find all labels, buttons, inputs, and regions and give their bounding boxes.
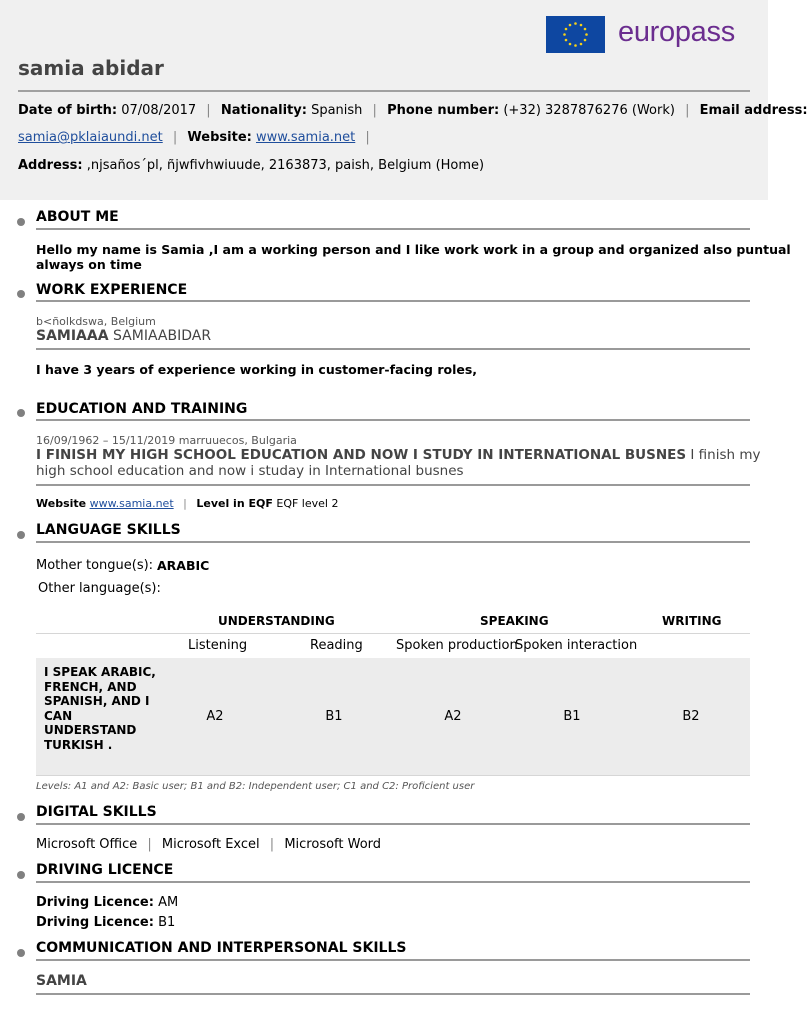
separator: | [147, 837, 152, 852]
candidate-name: samia abidar [18, 56, 164, 80]
separator: | [269, 837, 275, 852]
communication-text: SAMIA [36, 973, 87, 989]
sub-reading: Reading [310, 638, 363, 653]
section-divider [36, 300, 750, 302]
driving-licence-1 [36, 895, 178, 910]
education-heading-line-2: high school education and now i studay in International busnes [36, 463, 464, 479]
section-title-language: LANGUAGE SKILLS [36, 522, 181, 538]
driving-value: B1 [158, 915, 176, 930]
eqf-label: Level in EQF [196, 497, 273, 510]
table-divider [36, 775, 750, 776]
driving-label: Driving Licence: [36, 915, 154, 930]
email-link[interactable]: samia@pklaiaundi.net [18, 130, 163, 145]
education-heading [36, 447, 761, 463]
bullet-icon [17, 290, 25, 298]
header-writing: WRITING [662, 614, 722, 628]
personal-info-line-2 [18, 130, 376, 145]
cell-spoken-interaction: B1 [563, 709, 581, 724]
education-heading-bold: I FINISH MY HIGH SCHOOL EDUCATION AND NOW I STUDY IN INTERNATIONAL BUSNES [36, 447, 687, 463]
website-label: Website: [187, 130, 252, 145]
cell-reading: B1 [325, 709, 343, 724]
eu-flag-logo [546, 16, 605, 53]
other-languages-label: Other language(s): [38, 581, 161, 596]
address-label: Address: [18, 158, 83, 173]
driving-label: Driving Licence: [36, 895, 154, 910]
digital-skill-item: Microsoft Word [284, 837, 382, 852]
work-employer [36, 328, 211, 344]
table-divider [36, 633, 750, 634]
work-description: I have 3 years of experience working in customer-facing roles, [36, 362, 478, 377]
section-title-education: EDUCATION AND TRAINING [36, 401, 248, 417]
education-website-label: Website [36, 497, 87, 510]
sub-listening: Listening [188, 638, 248, 653]
levels-note: Levels: A1 and A2: Basic user; B1 and B2: Independent user; C1 and C2: Proficient user [36, 781, 475, 792]
header-speaking: SPEAKING [480, 614, 549, 628]
eqf-value: EQF level 2 [276, 497, 339, 510]
bullet-icon [17, 218, 25, 226]
language-row-label: I SPEAK ARABIC, FRENCH, AND SPANISH, AND I CAN UNDERSTAND TURKISH . [44, 665, 156, 752]
section-divider [36, 823, 750, 825]
section-divider [36, 228, 750, 230]
personal-info-line-1 [18, 103, 808, 118]
nationality-value: Spanish [311, 103, 363, 118]
digital-skill-item: Microsoft Excel [161, 837, 260, 852]
bullet-icon [17, 409, 25, 417]
personal-info-line-3 [18, 158, 484, 173]
bullet-icon [17, 871, 25, 879]
cell-listening: A2 [206, 709, 224, 724]
sub-spoken-interaction: Spoken interaction [515, 638, 638, 653]
section-divider [36, 419, 750, 421]
work-employer-rest: SAMIAABIDAR [113, 328, 212, 344]
europass-logo: europass [618, 16, 735, 48]
section-title-communication: COMMUNICATION AND INTERPERSONAL SKILLS [36, 940, 407, 956]
separator: | [685, 103, 690, 118]
separator: | [183, 497, 187, 510]
separator: | [365, 130, 370, 145]
dob-label: Date of birth: [18, 103, 118, 118]
education-heading-rest: I finish my [690, 447, 761, 463]
section-divider [36, 541, 750, 543]
header-divider [18, 90, 750, 92]
about-text-line-1: Hello my name is Samia ,I am a working person and I like work work in a group and organized also puntual [36, 242, 791, 257]
eu-stars-icon [546, 16, 605, 53]
education-website-link[interactable]: www.samia.net [89, 497, 174, 510]
work-location: b<ñolkdswa, Belgium [36, 315, 156, 328]
phone-value: (+32) 3287876276 (Work) [503, 103, 675, 118]
section-title-driving: DRIVING LICENCE [36, 862, 174, 878]
section-divider [36, 959, 750, 961]
section-title-about: ABOUT ME [36, 209, 119, 225]
section-title-digital: DIGITAL SKILLS [36, 804, 157, 820]
driving-licence-2 [36, 915, 175, 930]
mother-tongue-value: ARABIC [157, 558, 210, 573]
entry-divider [36, 993, 750, 995]
bullet-icon [17, 813, 25, 821]
sub-spoken-production: Spoken production [396, 638, 518, 653]
mother-tongue-label: Mother tongue(s): [36, 558, 154, 573]
section-divider [36, 881, 750, 883]
entry-divider [36, 348, 750, 350]
separator: | [206, 103, 211, 118]
work-employer-bold: SAMIAAA [36, 328, 109, 344]
cell-writing: B2 [682, 709, 700, 724]
header-understanding: UNDERSTANDING [218, 614, 335, 628]
education-dates: 16/09/1962 – 15/11/2019 marruuecos, Bulgaria [36, 434, 297, 447]
about-text-line-2: always on time [36, 257, 142, 272]
dob-value: 07/08/2017 [121, 103, 197, 118]
bullet-icon [17, 531, 25, 539]
bullet-icon [17, 949, 25, 957]
section-title-work: WORK EXPERIENCE [36, 282, 188, 298]
phone-label: Phone number: [387, 103, 500, 118]
website-link[interactable]: www.samia.net [255, 130, 356, 145]
digital-skill-item: Microsoft Office [36, 837, 138, 852]
address-value: ,njsaños´pl, ñjwfivhwiuude, 2163873, paish, Belgium (Home) [86, 158, 485, 173]
driving-value: AM [158, 895, 179, 910]
entry-divider [36, 484, 750, 486]
cell-spoken-production: A2 [444, 709, 462, 724]
separator: | [172, 130, 178, 145]
digital-skills-list [36, 837, 381, 852]
email-label: Email address: [699, 103, 808, 118]
separator: | [372, 103, 377, 118]
nationality-label: Nationality: [220, 103, 307, 118]
education-meta [36, 497, 338, 510]
